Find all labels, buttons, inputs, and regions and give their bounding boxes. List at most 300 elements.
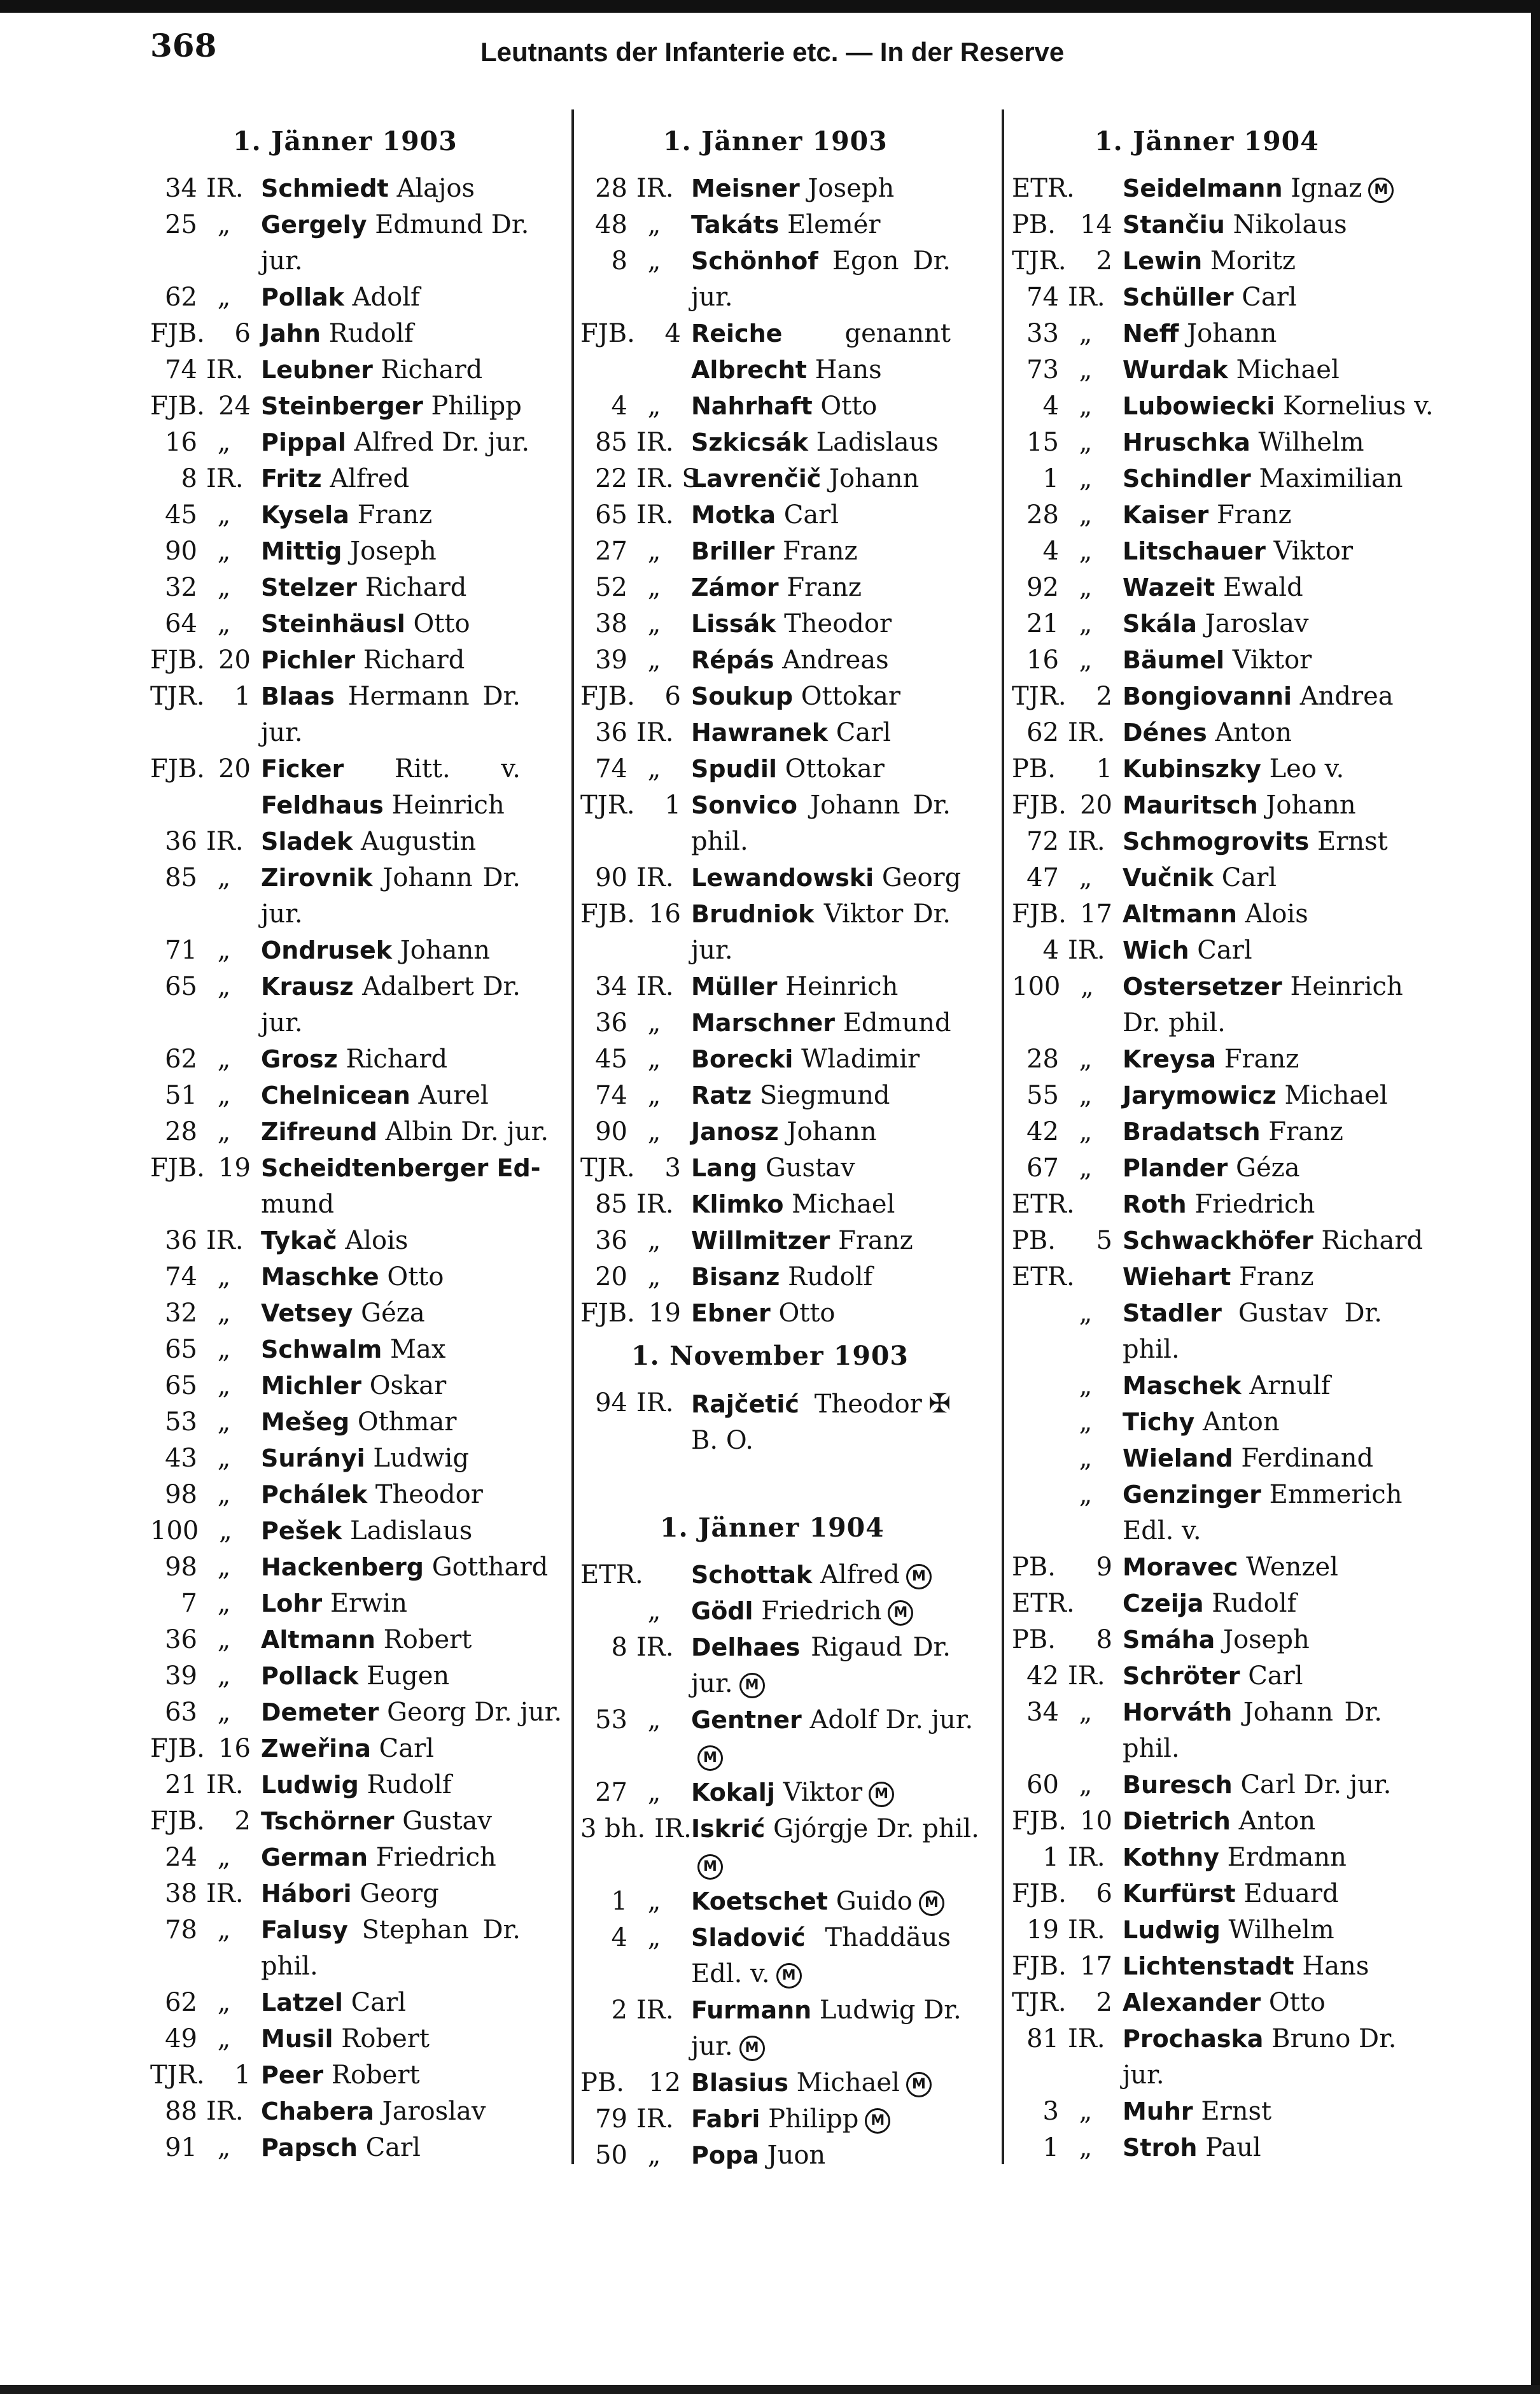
- unit-type: IR.: [206, 174, 244, 203]
- given-name: Erwin: [330, 1589, 407, 1618]
- unit-designation: [1012, 1150, 1112, 1186]
- surname: Neff: [1123, 320, 1179, 348]
- unit-type: „: [647, 1923, 661, 1952]
- unit-type-number: [150, 316, 251, 352]
- name-block: [691, 1078, 951, 1114]
- name-line: [691, 1078, 951, 1114]
- unit-type-number: [580, 2065, 681, 2101]
- name-line-continued: [691, 2029, 951, 2065]
- name-block: [261, 1368, 521, 1404]
- surname: Muhr: [1123, 2097, 1193, 2125]
- name-line: [261, 1731, 521, 1767]
- unit-type: „: [647, 1887, 661, 1916]
- name-line: [261, 533, 521, 570]
- surname: Marschner: [691, 1009, 835, 1037]
- given-name: Hans: [1302, 1952, 1369, 1981]
- unit-type: IR.: [636, 1388, 674, 1418]
- name-block: [1123, 2130, 1382, 2166]
- unit-designation: [580, 388, 681, 425]
- surname: Gödl: [691, 1597, 753, 1625]
- unit-number: 36: [165, 1226, 197, 1255]
- name-block: [691, 1186, 951, 1223]
- unit-designation: [580, 1593, 681, 1630]
- surname: Peer: [261, 2061, 324, 2089]
- unit-designation: [150, 1513, 251, 1549]
- surname: Schottak: [691, 1561, 813, 1589]
- unit-number: 62: [165, 283, 197, 312]
- given-name: Joseph: [350, 537, 437, 566]
- surname: Zweřina: [261, 1735, 371, 1763]
- given-name: Viktor: [1273, 537, 1354, 566]
- unit-type: IR.: [1068, 718, 1105, 747]
- given-name: Johann: [400, 936, 490, 965]
- given-name: Anton: [1215, 718, 1292, 747]
- unit-designation: [1012, 1295, 1112, 1332]
- unit-number: 64: [165, 609, 197, 638]
- given-name: Richard: [363, 645, 465, 675]
- unit-number: 21: [1026, 609, 1059, 638]
- name-line: [691, 1992, 962, 2029]
- name-line-continued: [261, 715, 521, 751]
- unit-number: 3: [1042, 2097, 1059, 2126]
- unit-type-number: [150, 1731, 251, 1767]
- military-merit-mark: M: [1368, 178, 1394, 203]
- unit-number: 1: [234, 2060, 251, 2090]
- unit-type: „: [217, 428, 231, 457]
- name-line: [691, 2101, 951, 2137]
- unit-designation: [150, 1622, 251, 1658]
- name-line-continued: [691, 352, 951, 388]
- scan-border-bottom: [0, 2385, 1540, 2394]
- name-continued: jur.: [691, 2032, 733, 2061]
- given-name: Robert: [341, 2024, 430, 2053]
- military-merit-mark: M: [906, 1564, 932, 1589]
- unit-designation: [1012, 1694, 1112, 1731]
- given-name: Wilhelm: [1228, 1915, 1334, 1945]
- unit-type-number: [1012, 896, 1112, 933]
- unit-type: „: [217, 1335, 231, 1364]
- given-name: genannt: [844, 319, 951, 348]
- unit-type: „: [647, 1008, 661, 1038]
- surname: Rajčetić: [691, 1390, 799, 1418]
- surname: Kurfürst: [1123, 1880, 1236, 1908]
- unit-type: „: [217, 609, 231, 638]
- unit-designation: [580, 207, 681, 243]
- unit-type: IR.: [206, 1226, 244, 1255]
- surname: Wich: [1123, 936, 1189, 964]
- name-block: [261, 461, 521, 497]
- unit-type: „: [1079, 319, 1093, 348]
- surname: Musil: [261, 2025, 333, 2053]
- given-name: Othmar: [357, 1407, 457, 1437]
- unit-number: 33: [1026, 319, 1059, 348]
- unit-designation: [150, 352, 251, 388]
- unit-type: „: [1079, 645, 1093, 675]
- unit-type: IR.: [206, 1770, 244, 1799]
- surname: Krausz: [261, 973, 354, 1001]
- surname: Ludwig: [1123, 1916, 1221, 1944]
- unit-type: FJB.: [150, 1153, 205, 1183]
- name-continued: B. O.: [691, 1426, 753, 1455]
- unit-type: „: [217, 2024, 231, 2053]
- unit-number: 14: [1080, 210, 1112, 239]
- surname: Tschörner: [261, 1807, 395, 1835]
- name-block: [691, 570, 951, 606]
- name-line: [691, 896, 951, 933]
- unit-number: 74: [595, 754, 627, 784]
- name-line: [691, 207, 951, 243]
- surname: Spudil: [691, 755, 777, 783]
- unit-type-number: [1012, 243, 1112, 279]
- name-line-continued: [691, 824, 951, 860]
- name-block: [691, 751, 951, 787]
- unit-type: „: [1079, 391, 1093, 421]
- unit-designation: [150, 1985, 251, 2021]
- name-block: [261, 171, 521, 207]
- name-line-continued: [1123, 1513, 1382, 1549]
- name-line: [261, 1876, 521, 1912]
- name-block: [1123, 1295, 1382, 1368]
- name-line-continued: [691, 279, 951, 316]
- name-block: [261, 316, 521, 352]
- given-name: Edmund Dr.: [375, 210, 529, 239]
- unit-type: IR.: [636, 1633, 674, 1662]
- surname: Surányi: [261, 1444, 365, 1472]
- name-line: [691, 533, 951, 570]
- unit-number: 100: [150, 1516, 199, 1546]
- surname: Papsch: [261, 2134, 358, 2162]
- surname: Ostersetzer: [1123, 973, 1282, 1001]
- unit-designation: [150, 933, 251, 969]
- unit-number: 81: [1026, 2024, 1059, 2053]
- surname: Moravec: [1123, 1553, 1238, 1581]
- name-block: [1123, 1985, 1382, 2021]
- name-block: [1123, 824, 1388, 860]
- given-name: Adolf: [352, 283, 420, 312]
- surname: Koetschet: [691, 1887, 828, 1915]
- unit-type: „: [647, 1596, 661, 1626]
- unit-type-number: [580, 679, 681, 715]
- unit-designation: [1012, 1912, 1112, 1948]
- name-line-continued: [1123, 1731, 1382, 1767]
- unit-type: „: [217, 1625, 231, 1654]
- surname: Genzinger: [1123, 1481, 1261, 1509]
- unit-number: 2: [611, 1996, 627, 2025]
- name-block: [261, 279, 521, 316]
- unit-type-number: [580, 1295, 681, 1332]
- unit-type: „: [1079, 1444, 1093, 1473]
- name-line: [691, 787, 951, 824]
- unit-type: ETR.: [580, 1560, 643, 1589]
- unit-number: 94: [595, 1388, 627, 1418]
- unit-type-number: [150, 1803, 251, 1840]
- unit-type: FJB.: [150, 754, 205, 784]
- name-block: [261, 933, 521, 969]
- unit-number: 27: [595, 1778, 627, 1807]
- surname: Falusy: [261, 1916, 348, 1944]
- name-block: [261, 388, 521, 425]
- name-block: [261, 1767, 521, 1803]
- unit-type: „: [1079, 1299, 1093, 1328]
- surname: Chelnicean: [261, 1081, 410, 1109]
- unit-type: FJB.: [580, 899, 635, 929]
- name-block: [261, 1840, 521, 1876]
- unit-number: 34: [165, 174, 197, 203]
- surname: Altmann: [261, 1626, 375, 1654]
- name-line: [691, 316, 951, 352]
- unit-number: 50: [595, 2141, 627, 2170]
- name-block: [691, 207, 951, 243]
- name-block: [1123, 679, 1394, 715]
- unit-number: 90: [595, 863, 627, 892]
- given-name: Franz: [1216, 500, 1292, 530]
- name-block: [691, 533, 951, 570]
- name-block: [1123, 1622, 1382, 1658]
- name-line: [261, 1041, 521, 1078]
- unit-type: „: [217, 1698, 231, 1727]
- name-line: [1123, 1586, 1382, 1622]
- unit-type: FJB.: [150, 319, 205, 348]
- surname: Kysela: [261, 501, 349, 529]
- name-line-continued: [691, 1423, 951, 1459]
- name-line: [1123, 824, 1388, 860]
- name-continued: jur.: [261, 246, 303, 276]
- name-line: [1123, 751, 1382, 787]
- name-line: [1123, 1549, 1382, 1586]
- scan-border-right: [1531, 0, 1540, 2394]
- unit-designation: [1012, 497, 1112, 533]
- unit-number: 74: [1026, 283, 1059, 312]
- unit-type: „: [217, 863, 231, 892]
- unit-type: „: [1079, 1407, 1093, 1437]
- unit-type: „: [217, 573, 231, 602]
- unit-designation: [580, 1920, 681, 1956]
- surname: Leubner: [261, 356, 373, 384]
- name-line: [261, 1404, 521, 1440]
- unit-designation: [150, 1694, 251, 1731]
- name-continued: mund: [261, 1190, 335, 1219]
- given-name: Carl: [1248, 1661, 1303, 1691]
- name-line: [261, 1513, 521, 1549]
- unit-type: IR.: [636, 1996, 674, 2025]
- surname: Szkicsák: [691, 428, 808, 456]
- unit-type: IR.: [1068, 1661, 1105, 1691]
- given-name: Albin Dr. jur.: [385, 1117, 549, 1146]
- unit-type: „: [1079, 1117, 1093, 1146]
- surname: Fritz: [261, 465, 322, 493]
- unit-type-number: [580, 1150, 681, 1186]
- given-name: Theodor: [784, 609, 892, 638]
- name-block: [691, 715, 951, 751]
- name-line-continued: [1123, 1005, 1382, 1041]
- name-line: [691, 1702, 974, 1738]
- given-name: Leo v.: [1269, 754, 1345, 784]
- name-block: [1123, 1803, 1382, 1840]
- unit-number: 100: [1012, 972, 1061, 1001]
- name-block: [691, 787, 951, 860]
- unit-designation: [1012, 533, 1112, 570]
- surname: Grosz: [261, 1045, 338, 1073]
- given-name: Richard: [1321, 1226, 1424, 1255]
- given-name: Wenzel: [1246, 1553, 1338, 1582]
- unit-type-number: [1012, 751, 1112, 787]
- name-block: [261, 1150, 541, 1223]
- given-name: Heinrich: [1290, 972, 1403, 1001]
- name-line: [261, 1586, 521, 1622]
- surname: Popa: [691, 2141, 759, 2169]
- name-block: [261, 969, 521, 1041]
- given-name: Franz: [783, 537, 858, 566]
- surname: Takáts: [691, 211, 780, 239]
- given-name: Alois: [1245, 899, 1308, 929]
- unit-designation: [150, 1404, 251, 1440]
- given-name: Gustav: [402, 1806, 492, 1836]
- given-name: Johann: [1187, 319, 1277, 348]
- given-name: Franz: [1239, 1262, 1314, 1292]
- surname: Lichtenstadt: [1123, 1952, 1294, 1980]
- unit-type: „: [217, 1299, 231, 1328]
- unit-number: 78: [165, 1915, 197, 1945]
- unit-type: „: [217, 1589, 231, 1618]
- name-line: [261, 1658, 521, 1694]
- unit-type: IR.: [636, 972, 674, 1001]
- unit-number: 36: [595, 1226, 627, 1255]
- unit-designation: [580, 1078, 681, 1114]
- name-block: [261, 1549, 549, 1586]
- name-line: [691, 642, 951, 679]
- surname: Hawranek: [691, 719, 829, 747]
- unit-designation: [150, 1114, 251, 1150]
- surname: Bongiovanni: [1123, 682, 1292, 710]
- given-name: Emmerich: [1269, 1480, 1403, 1509]
- name-line: [691, 1775, 951, 1811]
- unit-type-number: [1012, 679, 1112, 715]
- given-name: Gotthard: [431, 1553, 549, 1582]
- given-name: Otto: [820, 391, 878, 421]
- unit-designation: [580, 1041, 681, 1078]
- surname: Hábori: [261, 1880, 352, 1908]
- unit-designation: [150, 1549, 251, 1586]
- unit-type: FJB.: [1012, 899, 1067, 929]
- unit-number: 1: [234, 682, 251, 711]
- name-line: [691, 1811, 979, 1847]
- given-name: Philipp: [431, 391, 522, 421]
- name-line: [1123, 787, 1382, 824]
- name-line: [1123, 1658, 1382, 1694]
- unit-designation: [580, 642, 681, 679]
- name-line: [691, 1884, 951, 1920]
- unit-type-number: [150, 679, 251, 715]
- unit-number: 28: [595, 174, 627, 203]
- surname: Pichler: [261, 646, 355, 674]
- name-line: [261, 1114, 549, 1150]
- unit-type: „: [647, 1045, 661, 1074]
- unit-designation: [1012, 207, 1112, 243]
- name-block: [261, 352, 521, 388]
- name-line: [261, 1295, 521, 1332]
- unit-number: 72: [1026, 827, 1059, 856]
- unit-designation: [1012, 642, 1112, 679]
- unit-designation: [150, 969, 251, 1005]
- unit-type-number: [1012, 1622, 1112, 1658]
- unit-designation: [150, 388, 251, 425]
- name-block: [1123, 1150, 1382, 1186]
- name-block: [691, 1041, 951, 1078]
- military-merit-mark: M: [697, 1854, 723, 1880]
- name-line: [261, 1694, 563, 1731]
- unit-designation: [1012, 715, 1112, 751]
- unit-number: 4: [611, 1923, 627, 1952]
- unit-type: ETR.: [1012, 1589, 1075, 1618]
- given-name: Géza: [361, 1299, 425, 1328]
- name-line: [691, 1295, 951, 1332]
- given-name: Eduard: [1243, 1879, 1339, 1908]
- name-line: [1123, 570, 1382, 606]
- name-block: [1123, 171, 1389, 207]
- name-line: [261, 1840, 521, 1876]
- unit-type: „: [217, 283, 231, 312]
- name-line: [1123, 1948, 1382, 1985]
- unit-number: 74: [165, 1262, 197, 1292]
- unit-designation: [1012, 461, 1112, 497]
- name-line: [1123, 606, 1382, 642]
- unit-type: IR.: [1068, 827, 1105, 856]
- unit-number: 92: [1026, 573, 1059, 602]
- name-line: [261, 461, 521, 497]
- unit-type: „: [647, 2141, 661, 2170]
- given-name: Alajos: [396, 174, 475, 203]
- given-name: Richard: [365, 573, 467, 602]
- surname: Schröter: [1123, 1662, 1240, 1690]
- unit-designation: [580, 606, 681, 642]
- unit-type: „: [1079, 537, 1093, 566]
- unit-number: 52: [595, 573, 627, 602]
- unit-type: „: [647, 573, 661, 602]
- name-line: [691, 171, 951, 207]
- surname: Bisanz: [691, 1263, 780, 1291]
- unit-number: 62: [1026, 718, 1059, 747]
- name-block: [1123, 606, 1382, 642]
- unit-designation: [1012, 1259, 1112, 1295]
- unit-type: „: [647, 1226, 661, 1255]
- name-block: [1123, 1767, 1392, 1803]
- unit-type: „: [217, 1045, 231, 1074]
- military-merit-mark: M: [776, 1963, 802, 1989]
- name-block: [691, 316, 951, 388]
- name-line: [1123, 679, 1394, 715]
- name-line: [1123, 860, 1382, 896]
- unit-type: „: [217, 1444, 231, 1473]
- unit-designation: [150, 1658, 251, 1694]
- name-line-continued: [691, 1847, 951, 1884]
- name-block: [691, 969, 951, 1005]
- surname: Brudniok: [691, 900, 815, 928]
- unit-designation: [150, 1259, 251, 1295]
- name-block: [691, 1884, 951, 1920]
- given-name: Carl: [1242, 283, 1297, 312]
- name-block: [691, 171, 951, 207]
- given-name: Stephan Dr.: [361, 1915, 521, 1945]
- name-line: [1123, 533, 1382, 570]
- given-name: Otto: [413, 609, 470, 638]
- name-block: [261, 1332, 521, 1368]
- given-name: Carl: [365, 2133, 421, 2162]
- unit-designation: [150, 533, 251, 570]
- unit-number: 8: [611, 246, 627, 276]
- unit-designation: [580, 461, 707, 497]
- given-name: Andrea: [1299, 682, 1394, 711]
- name-line: [261, 1985, 521, 2021]
